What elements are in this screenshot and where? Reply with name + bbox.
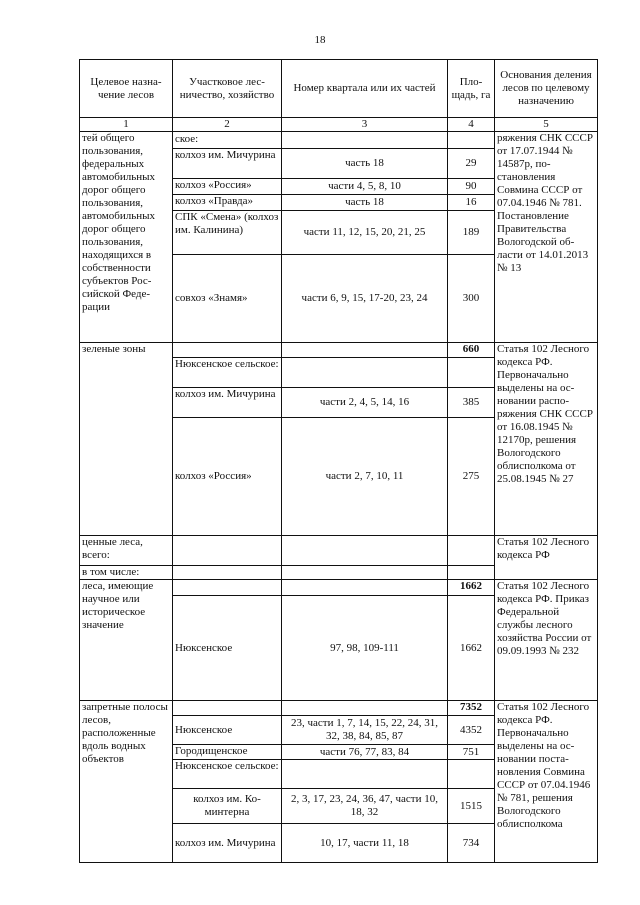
table-row-quarters: 10, 17, части 11, 18 xyxy=(320,836,409,849)
table-row-area: 385 xyxy=(462,395,480,408)
table-row-unit: СПК «Смена» (колхоз им. Калинина) xyxy=(175,211,279,236)
table-row-quarters: 23, части 1, 7, 14, 15, 22, 24, 31, 32, 38, 84, 85, 87 xyxy=(291,717,438,742)
table-row-unit: Нюксенское xyxy=(175,723,233,736)
table-row-area: 29 xyxy=(465,156,477,169)
col-number: 2 xyxy=(224,118,230,130)
table-row-area: 734 xyxy=(462,836,480,849)
purpose-green: зеленые зоны xyxy=(82,343,146,355)
table-row-area: 751 xyxy=(462,745,480,758)
total-scientific: 1662 xyxy=(460,580,482,592)
total-green: 660 xyxy=(462,343,480,355)
table-row-area: 4352 xyxy=(460,723,482,736)
basis-water: Статья 102 Лесного кодекса РФ. Первоначально выделены на основании постановления Совмина СССР от 07.04.1946 № 781, решения Вологодского облисполкома xyxy=(497,701,591,830)
table-row-unit: Нюксенское сельское: xyxy=(175,358,279,370)
col-number: 4 xyxy=(468,118,474,130)
table-row-quarters: 97, 98, 109-111 xyxy=(330,641,399,654)
table-row-area: 189 xyxy=(462,225,480,238)
purpose-water: запретные полосы лесов, расположенные вдоль водных объектов xyxy=(82,701,168,765)
table-row-quarters: части 4, 5, 8, 10 xyxy=(328,179,401,192)
table-row-area: 1515 xyxy=(460,799,482,812)
header-area: Площадь, га xyxy=(451,75,491,101)
including-label: в том числе: xyxy=(82,566,140,578)
table-row-unit: Нюксенское сельское: xyxy=(175,760,279,772)
purpose-roads: тей общего пользования, федеральных автомобильных дорог общего пользования, автомобильных дорог общего пользования, находящихся в собственности субъектов Российской Федерации xyxy=(82,132,155,313)
total-water: 7352 xyxy=(460,701,482,713)
page-number: 18 xyxy=(314,34,326,46)
table-row-unit: Городищенское xyxy=(175,745,248,757)
table-row-area: 300 xyxy=(462,291,480,304)
header-basis: Основания деления лесов по целевому назначению xyxy=(500,69,592,107)
purpose-valuable: ценные леса, всего: xyxy=(82,536,143,561)
basis-valuable: Статья 102 Лесного кодекса РФ xyxy=(497,536,590,561)
basis-roads: ряжения СНК СССР от 17.07.1944 № 14587р, постановления Совмина СССР от 07.04.1946 № 781. Постановление Правительства Вологодской области от 14.01.2013 № 13 xyxy=(497,132,593,274)
table-row-unit: совхоз «Знамя» xyxy=(175,291,248,304)
table-row-unit: колхоз им. Мичурина xyxy=(175,836,276,849)
table-row-unit: ское: xyxy=(175,133,199,145)
table-row-quarters: 2, 3, 17, 23, 24, 36, 47, части 10, 18, 32 xyxy=(291,793,438,818)
col-number: 1 xyxy=(123,118,129,130)
table-row-quarters: части 11, 12, 15, 20, 21, 25 xyxy=(303,225,426,238)
table-border-bottom xyxy=(79,862,598,863)
table-row-unit: колхоз «Россия» xyxy=(175,469,252,482)
basis-scientific: Статья 102 Лесного кодекса РФ. Приказ Федеральной службы лесного хозяйства России от 09.09.1993 № 232 xyxy=(497,580,592,657)
table-row-area: 16 xyxy=(465,195,477,208)
table-row-unit: колхоз им. Мичурина xyxy=(175,149,276,161)
table-row-unit: колхоз «Правда» xyxy=(175,195,254,207)
header-quarters: Номер квартала или их частей xyxy=(293,82,436,94)
table-row-unit: колхоз им. Коминтерна xyxy=(193,793,261,818)
table-row-area: 1662 xyxy=(460,641,482,654)
table-row-quarters: часть 18 xyxy=(345,156,384,169)
col-number: 5 xyxy=(543,118,549,130)
table-row-area: 90 xyxy=(465,179,477,192)
basis-green: Статья 102 Лесного кодекса РФ. Первоначально выделены на основании распоряжения СНК СССР от 16.08.1945 № 12170р, решения Вологодского облисполкома от 25.08.1945 № 27 xyxy=(497,343,593,485)
col-number: 3 xyxy=(361,118,368,130)
table-row-area: 275 xyxy=(462,469,480,482)
table-row-quarters: части 2, 4, 5, 14, 16 xyxy=(319,395,410,408)
header-unit: Участковое лесничество, хозяйство xyxy=(179,75,275,101)
purpose-scientific: леса, имеющие научное или историческое значение xyxy=(82,580,154,631)
table-row-quarters: часть 18 xyxy=(345,195,384,208)
table-row-unit: колхоз им. Мичурина xyxy=(175,388,276,400)
table-row-unit: Нюксенское xyxy=(175,641,233,654)
header-purpose: Целевое назначение лесов xyxy=(90,75,162,101)
table-row-unit: колхоз «Россия» xyxy=(175,179,252,191)
table-border-right xyxy=(597,59,598,863)
table-row-quarters: части 76, 77, 83, 84 xyxy=(319,745,410,758)
table-row-quarters: части 6, 9, 15, 17-20, 23, 24 xyxy=(301,291,428,304)
table-row-quarters: части 2, 7, 10, 11 xyxy=(325,469,404,482)
